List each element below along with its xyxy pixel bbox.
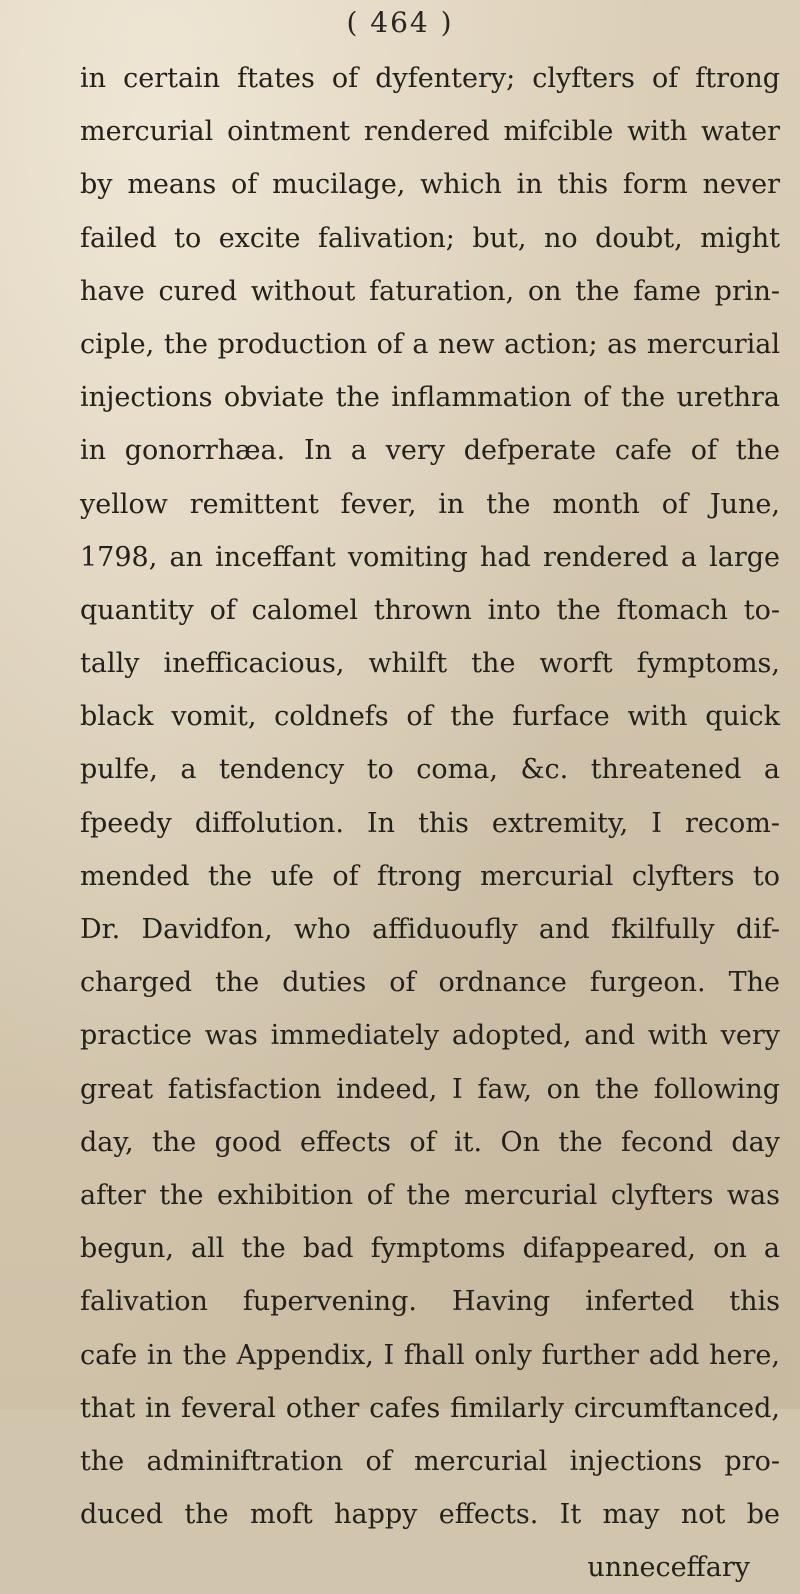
text-line: the adminiftration of mercurial injections pro- bbox=[80, 1445, 780, 1477]
text-line: Dr. Davidfon, who affiduoufly and fkilfully dif- bbox=[80, 914, 780, 945]
text-line: quantity of calomel thrown into the ftomach to- bbox=[80, 594, 780, 626]
text-line: failed to excite falivation; but, no doubt, might bbox=[80, 222, 780, 254]
text-line: black vomit, coldnefs of the furface with quick bbox=[80, 701, 780, 733]
text-line: ciple, the production of a new action; as mercurial bbox=[80, 328, 780, 360]
text-line: pulfe, a tendency to coma, &c. threatened a bbox=[80, 754, 780, 786]
text-line: falivation fupervening. Having inferted this bbox=[80, 1286, 780, 1318]
text-line: charged the duties of ordnance furgeon. The bbox=[80, 967, 780, 999]
catchword: unneceffary bbox=[587, 1552, 750, 1584]
body-text bbox=[80, 52, 780, 1594]
page-number: ( 464 ) bbox=[346, 6, 454, 39]
text-line: have cured without faturation, on the fame prin- bbox=[80, 275, 780, 307]
text-line: great fatisfaction indeed, I faw, on the following bbox=[80, 1073, 780, 1105]
text-line: practice was immediately adopted, and with very bbox=[80, 1020, 780, 1052]
text-line: 1798, an inceffant vomiting had rendered a large bbox=[80, 541, 780, 573]
text-line: day, the good effects of it. On the fecond day bbox=[80, 1126, 780, 1158]
text-line: in gonorrhæa. In a very defperate cafe of the bbox=[80, 435, 780, 467]
text-line: mended the ufe of ftrong mercurial clyfters to bbox=[80, 860, 780, 892]
text-line: duced the moft happy effects. It may not be bbox=[80, 1499, 780, 1531]
text-line: mercurial ointment rendered mifcible with water bbox=[80, 116, 780, 148]
text-line: that in feveral other cafes fimilarly circumftanced, bbox=[80, 1392, 780, 1424]
text-line: fpeedy diffolution. In this extremity, I recom- bbox=[80, 807, 780, 839]
text-line: tally inefficacious, whilft the worft fymptoms, bbox=[80, 648, 780, 680]
text-line: injections obviate the inflammation of the urethra bbox=[80, 382, 780, 414]
text-line: begun, all the bad fymptoms difappeared, on a bbox=[80, 1233, 780, 1265]
text-line: cafe in the Appendix, I fhall only further add here, bbox=[80, 1339, 780, 1371]
text-line: after the exhibition of the mercurial clyfters was bbox=[80, 1179, 780, 1211]
text-line: by means of mucilage, which in this form never bbox=[80, 169, 780, 201]
text-line: in certain ftates of dyfentery; clyfters of ftrong bbox=[80, 63, 780, 94]
text-line: yellow remittent fever, in the month of June, bbox=[80, 488, 780, 520]
